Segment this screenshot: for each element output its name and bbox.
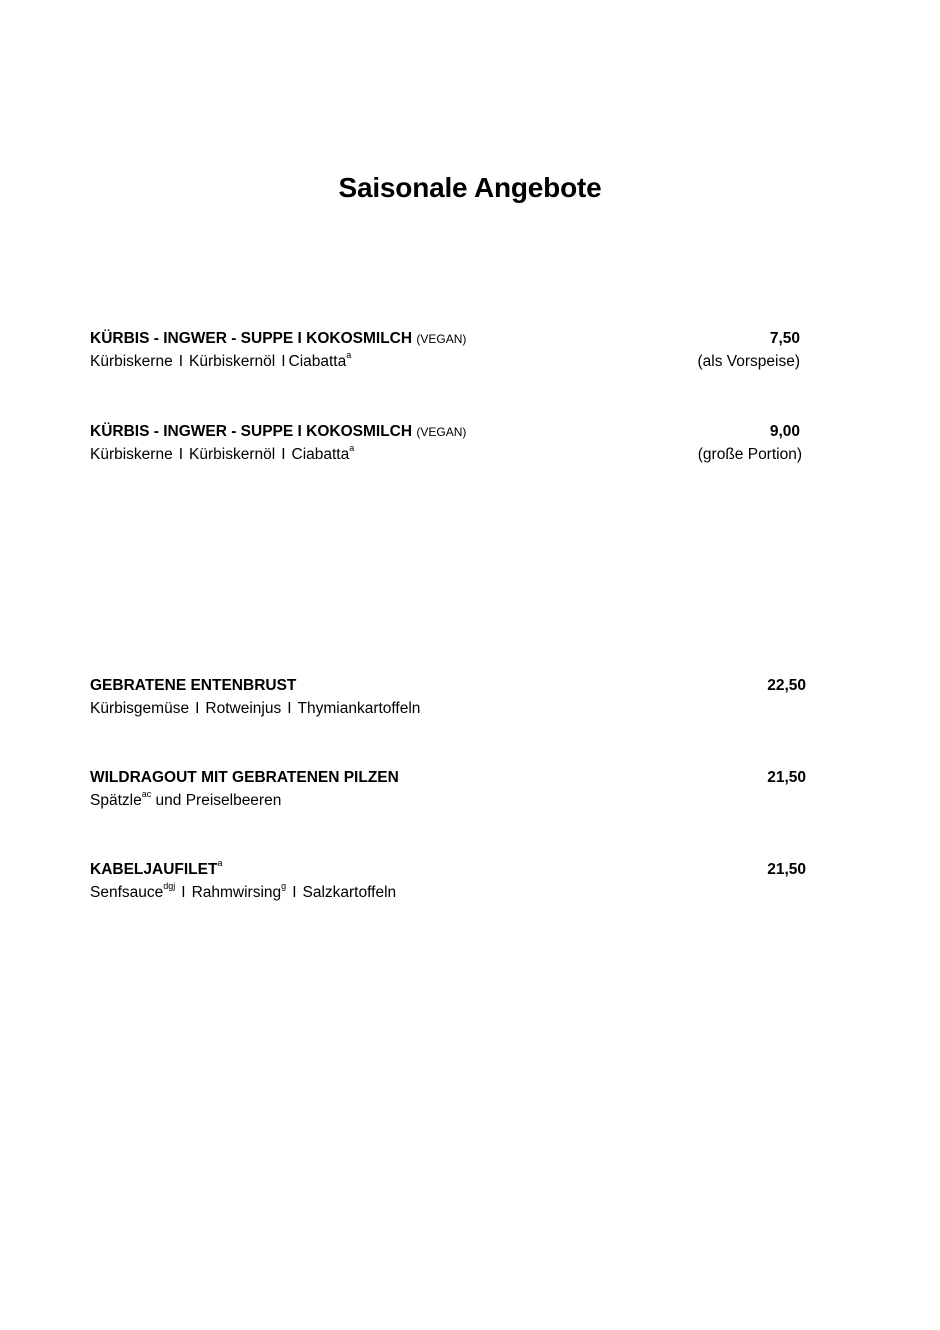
- menu-item: [90, 766, 810, 812]
- item-price: 21,50: [767, 861, 806, 878]
- item-desc-part: Kürbiskernöl: [189, 353, 276, 370]
- menu-item: [90, 674, 810, 720]
- separator: I: [195, 700, 200, 717]
- separator: I: [292, 884, 297, 901]
- item-desc-part: und Preiselbeeren: [151, 792, 282, 809]
- menu-item: [90, 327, 810, 373]
- allergen-sup: g: [281, 880, 287, 891]
- item-desc-part: Spätzle: [90, 792, 142, 809]
- item-name: GEBRATENE ENTENBRUST: [90, 677, 297, 694]
- item-desc-part: Kürbiskerne: [90, 353, 173, 370]
- page-title: Saisonale Angebote: [338, 172, 602, 203]
- item-name: WILDRAGOUT MIT GEBRATENEN PILZEN: [90, 769, 399, 786]
- allergen-sup: dgj: [163, 880, 176, 891]
- separator: I: [178, 446, 184, 463]
- item-price: 21,50: [767, 769, 806, 786]
- item-desc-part: Kürbisgemüse: [90, 700, 190, 717]
- item-desc-part: Kürbiskernöl: [189, 446, 276, 463]
- item-price: 22,50: [767, 677, 806, 694]
- item-desc-part: Salzkartoffeln: [302, 884, 397, 901]
- item-desc-part: Thymiankartoffeln: [297, 700, 421, 717]
- separator: I: [281, 353, 286, 370]
- item-desc-part: Kürbiskerne: [90, 446, 173, 463]
- separator: I: [181, 884, 186, 901]
- item-tag: (VEGAN): [416, 332, 467, 346]
- allergen-sup: a: [346, 349, 352, 360]
- item-desc-part: Rotweinjus: [205, 700, 282, 717]
- item-note: (als Vorspeise): [697, 353, 800, 370]
- separator: I: [178, 353, 184, 370]
- item-tag: (VEGAN): [416, 425, 467, 439]
- item-name: KÜRBIS - INGWER - SUPPE I KOKOSMILCH: [90, 423, 413, 440]
- item-note: (große Portion): [697, 446, 802, 463]
- item-name: KÜRBIS - INGWER - SUPPE I KOKOSMILCH: [90, 330, 413, 347]
- item-desc-part: Rahmwirsing: [191, 884, 282, 901]
- allergen-sup: a: [217, 857, 223, 868]
- menu-item: [90, 420, 810, 466]
- allergen-sup: a: [349, 442, 355, 453]
- menu-item: [90, 858, 810, 904]
- separator: I: [287, 700, 292, 717]
- allergen-sup: ac: [141, 788, 152, 799]
- item-desc-part: Ciabatta: [291, 446, 350, 463]
- item-desc-part: Ciabatta: [288, 353, 347, 370]
- item-desc-part: Senfsauce: [90, 884, 164, 901]
- item-price: 9,00: [769, 423, 800, 440]
- item-name: KABELJAUFILET: [90, 861, 218, 878]
- item-price: 7,50: [769, 330, 800, 347]
- separator: I: [281, 446, 286, 463]
